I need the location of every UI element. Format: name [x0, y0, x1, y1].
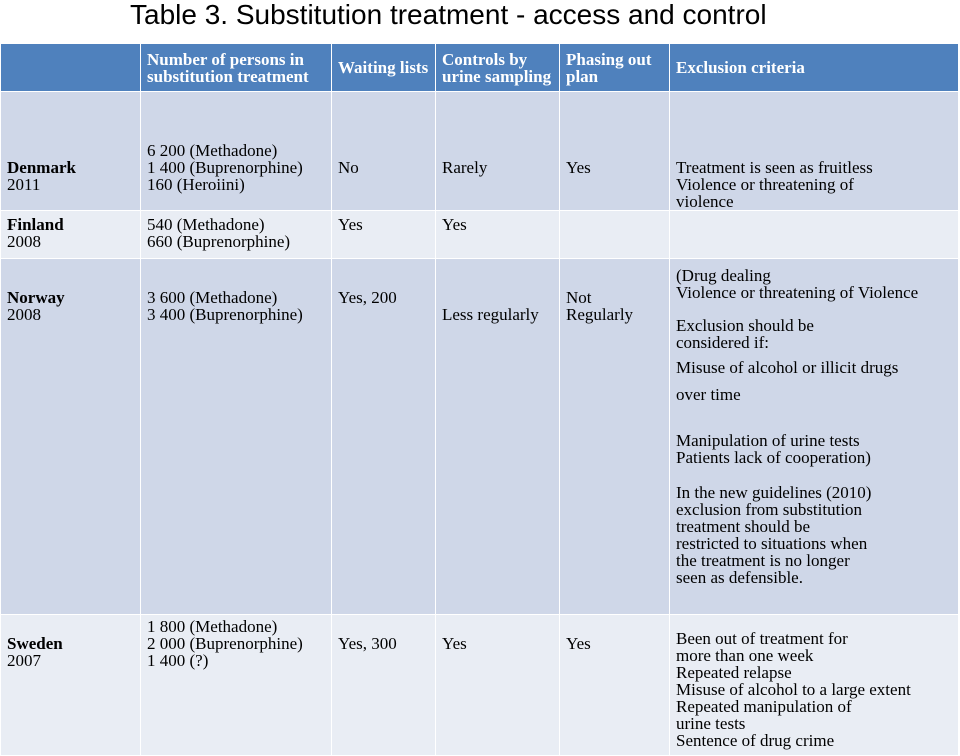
- country-year: 2007: [7, 651, 41, 670]
- header-exclusion: Exclusion criteria: [670, 44, 959, 92]
- exclusion-line: treatment should be: [676, 517, 811, 536]
- controls-cell: Yes: [436, 615, 560, 756]
- persons-line: 540 (Methadone): [147, 215, 265, 234]
- persons-line: 660 (Buprenorphine): [147, 232, 291, 251]
- exclusion-cell: [670, 615, 959, 756]
- exclusion-line: more than one week: [676, 646, 814, 665]
- waiting-cell: No: [332, 92, 436, 211]
- slide-title: Table 3. Substitution treatment - access and control: [130, 0, 767, 30]
- persons-cell: [141, 92, 332, 211]
- exclusion-line: Misuse of alcohol or illicit drugs: [676, 358, 899, 377]
- country-name: Sweden: [7, 634, 63, 653]
- exclusion-line: In the new guidelines (2010): [676, 483, 872, 502]
- header-waiting: Waiting lists: [332, 44, 436, 92]
- table-row: [1, 211, 959, 259]
- waiting-cell: Yes: [332, 211, 436, 259]
- persons-line: 6 200 (Methadone): [147, 141, 278, 160]
- header-country: [1, 44, 141, 92]
- country-cell: [1, 259, 141, 615]
- table-row: [1, 615, 959, 756]
- exclusion-line: Sentence of drug crime: [676, 731, 835, 750]
- waiting-cell: Yes, 300: [332, 615, 436, 756]
- exclusion-line: restricted to situations when: [676, 534, 868, 553]
- controls-cell: Rarely: [436, 92, 560, 211]
- controls-cell: Yes: [436, 211, 560, 259]
- controls-cell: Less regularly: [436, 259, 560, 615]
- exclusion-cell: [670, 211, 959, 259]
- country-name: Norway: [7, 288, 65, 307]
- persons-line: 160 (Heroiini): [147, 175, 245, 194]
- persons-line: 3 600 (Methadone): [147, 288, 278, 307]
- exclusion-line: Patients lack of cooperation): [676, 448, 871, 467]
- persons-cell: [141, 259, 332, 615]
- exclusion-line: considered if:: [676, 333, 769, 352]
- phasing-cell: Yes: [560, 92, 670, 211]
- phasing-cell: [560, 211, 670, 259]
- header-phasing: Phasing out plan: [560, 44, 670, 92]
- country-name: Finland: [7, 215, 64, 234]
- country-year: 2011: [7, 175, 41, 194]
- persons-line: 1 800 (Methadone): [147, 617, 278, 636]
- exclusion-line: (Drug dealing: [676, 266, 771, 285]
- exclusion-line: Violence or threatening of Violence: [676, 283, 919, 302]
- country-year: 2008: [7, 232, 41, 251]
- exclusion-line: Manipulation of urine tests: [676, 431, 860, 450]
- persons-cell: [141, 211, 332, 259]
- exclusion-line: violence: [676, 192, 734, 211]
- exclusion-line: Been out of treatment for: [676, 629, 848, 648]
- phasing-cell: Yes: [560, 615, 670, 756]
- exclusion-line: seen as defensible.: [676, 568, 803, 587]
- persons-cell: [141, 615, 332, 756]
- waiting-cell: Yes, 200: [332, 259, 436, 615]
- substitution-table: [0, 43, 959, 756]
- phasing-cell: Not Regularly: [560, 259, 670, 615]
- persons-line: 2 000 (Buprenorphine): [147, 634, 303, 653]
- country-cell: [1, 211, 141, 259]
- country-cell: [1, 92, 141, 211]
- exclusion-line: Violence or threatening of: [676, 175, 854, 194]
- persons-line: 3 400 (Buprenorphine): [147, 305, 303, 324]
- header-persons: Number of persons in substitution treatment: [141, 44, 332, 92]
- table-row: [1, 259, 959, 615]
- exclusion-line: Treatment is seen as fruitless: [676, 158, 873, 177]
- header-row: [1, 44, 959, 92]
- exclusion-line: the treatment is no longer: [676, 551, 850, 570]
- exclusion-line: Exclusion should be: [676, 316, 814, 335]
- table-row: [1, 92, 959, 211]
- exclusion-line: Repeated relapse: [676, 663, 792, 682]
- exclusion-line: Repeated manipulation of: [676, 697, 852, 716]
- country-year: 2008: [7, 305, 41, 324]
- exclusion-line: over time: [676, 385, 741, 404]
- exclusion-line: Misuse of alcohol to a large extent: [676, 680, 911, 699]
- persons-line: 1 400 (?): [147, 651, 209, 670]
- persons-line: 1 400 (Buprenorphine): [147, 158, 303, 177]
- exclusion-cell: [670, 259, 959, 615]
- exclusion-line: urine tests: [676, 714, 746, 733]
- exclusion-cell: [670, 92, 959, 211]
- exclusion-line: exclusion from substitution: [676, 500, 863, 519]
- country-cell: [1, 615, 141, 756]
- header-controls: Controls by urine sampling: [436, 44, 560, 92]
- country-name: Denmark: [7, 158, 76, 177]
